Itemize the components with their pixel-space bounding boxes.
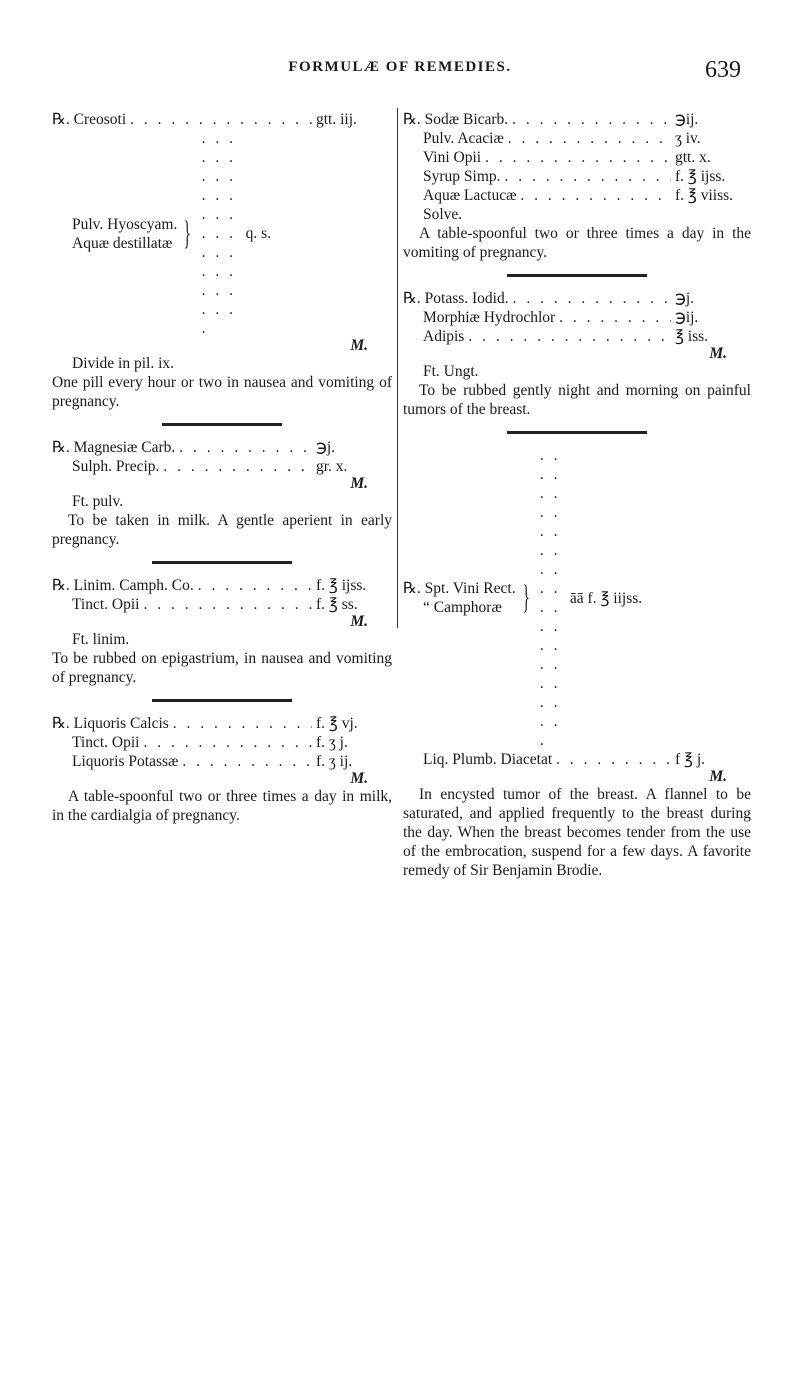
misce-mark: M. (709, 768, 727, 785)
quantity: ℈ij. (675, 111, 699, 128)
ingredient: ℞. Liquoris Calcis (52, 715, 169, 732)
leader-dots (504, 129, 671, 148)
quantity: ℈j. (316, 439, 336, 456)
separator-rule (507, 431, 647, 434)
quantity: ℥ iss. (675, 328, 709, 345)
prescription-creosote (52, 110, 392, 411)
leader-dots (126, 110, 312, 129)
usage-note: A table-spoonful two or three times a day in the vomiting of pregnancy. (403, 225, 751, 261)
direction: Ft. pulv. (72, 493, 124, 510)
ingredient: ℞. Sodæ Bicarb. (403, 111, 509, 128)
brace-symbol: } (183, 214, 192, 252)
leader-dots (536, 446, 566, 750)
ingredient: ℞. Potass. Iodid. (403, 290, 509, 307)
quantity: f. ℥ ss. (316, 596, 358, 613)
quantity: gtt. x. (675, 149, 711, 166)
ingredient: Liq. Plumb. Diacetat (423, 751, 553, 768)
quantity: f ℥ j. (675, 751, 706, 768)
quantity: f. ℥ viiss. (675, 187, 734, 204)
quantity: f. ℥ ijss. (316, 577, 367, 594)
prescription-potassium-iodide (403, 289, 751, 419)
separator-rule (162, 423, 282, 426)
usage-note: A table-spoonful two or three times a day in milk, in the cardialgia of pregnancy. (52, 788, 392, 824)
leader-dots (552, 750, 671, 769)
usage-note: To be rubbed on epigastrium, in nausea and vomiting of pregnancy. (52, 650, 392, 686)
running-title: FORMULÆ OF REMEDIES. (288, 59, 512, 75)
quantity: f. ℥ vj. (316, 715, 358, 732)
ingredient: Aquæ destillatæ (72, 234, 173, 252)
separator-rule (152, 699, 292, 702)
ingredient: Vini Opii (423, 149, 482, 166)
prescription-camphor-liniment (52, 576, 392, 687)
leader-dots (481, 148, 671, 167)
misce-mark: M. (350, 337, 368, 354)
column-divider (397, 108, 398, 628)
ingredient: “ Camphoræ (423, 599, 502, 616)
leader-dots (516, 186, 671, 205)
quantity: f. ʒ ij. (316, 753, 353, 770)
leader-dots (139, 733, 312, 752)
usage-note: To be taken in milk. A gentle aperient in early pregnancy. (52, 512, 392, 548)
leader-dots (501, 167, 671, 186)
quantity: f. ℥ ijss. (675, 168, 726, 185)
usage-note: In encysted tumor of the breast. A flannel to be saturated, and applied frequently to the breast during the day. When the breast becomes tender from the use of the embrocation, suspend for a few days. A favorite remedy of Sir Benjamin Brodie. (403, 786, 751, 879)
leader-dots (508, 110, 671, 129)
ingredient: Tinct. Opii (72, 734, 140, 751)
leader-dots (198, 129, 242, 338)
direction: Solve. (423, 206, 463, 223)
ingredient: ℞. Linim. Camph. Co. (52, 577, 194, 594)
separator-rule (152, 561, 292, 564)
ingredient: Liquoris Potassæ (72, 753, 179, 770)
ingredient: Adipis (423, 328, 465, 345)
direction: Ft. linim. (72, 631, 130, 648)
misce-mark: M. (709, 345, 727, 362)
ingredient: ℞. Magnesiæ Carb. (52, 439, 176, 456)
ingredient: Tinct. Opii (72, 596, 140, 613)
ingredient: Morphiæ Hydrochlor (423, 309, 556, 326)
leader-dots (194, 576, 312, 595)
ingredient: Pulv. Hyoscyam. (72, 215, 178, 233)
usage-note: To be rubbed gently night and morning on painful tumors of the breast. (403, 382, 751, 418)
quantity: gtt. iij. (316, 111, 357, 128)
ingredient: Syrup Simp. (423, 168, 501, 185)
prescription-soda-bicarb (403, 110, 751, 262)
page-number: 639 (705, 57, 741, 83)
leader-dots (159, 457, 312, 476)
misce-mark: M. (350, 770, 368, 787)
leader-dots (139, 595, 312, 614)
right-column (403, 110, 751, 880)
quantity: ℈j. (675, 290, 695, 307)
leader-dots (464, 327, 671, 346)
quantity: f. ʒ j. (316, 734, 348, 751)
direction: Divide in pil. ix. (72, 355, 175, 372)
leader-dots (178, 752, 312, 771)
misce-mark: M. (350, 613, 368, 630)
quantity: ℈ij. (675, 309, 699, 326)
ingredient: Aquæ Lactucæ (423, 187, 517, 204)
ingredient: ℞. Spt. Vini Rect. (403, 580, 516, 597)
leader-dots (555, 308, 671, 327)
misce-mark: M. (350, 475, 368, 492)
prescription-lime-water (52, 714, 392, 825)
brace-symbol: } (522, 579, 530, 616)
direction: Ft. Ungt. (423, 363, 479, 380)
ingredient: Sulph. Precip. (72, 458, 160, 475)
leader-dots (175, 438, 312, 457)
prescription-magnesia (52, 438, 392, 549)
quantity: āā f. ℥ iijss. (569, 589, 643, 607)
separator-rule (507, 274, 647, 277)
quantity: ʒ iv. (675, 130, 701, 147)
quantity: q. s. (245, 225, 272, 242)
brace-group (52, 129, 392, 338)
leader-dots (169, 714, 312, 733)
left-column (52, 110, 392, 825)
prescription-spirit-camphor (403, 446, 751, 880)
usage-note: One pill every hour or two in nausea and vomiting of pregnancy. (52, 374, 392, 410)
brace-group (403, 446, 751, 750)
leader-dots (509, 289, 671, 308)
quantity: gr. x. (316, 458, 348, 475)
ingredient: Pulv. Acaciæ (423, 130, 504, 147)
ingredient: ℞. Creosoti (52, 111, 127, 128)
